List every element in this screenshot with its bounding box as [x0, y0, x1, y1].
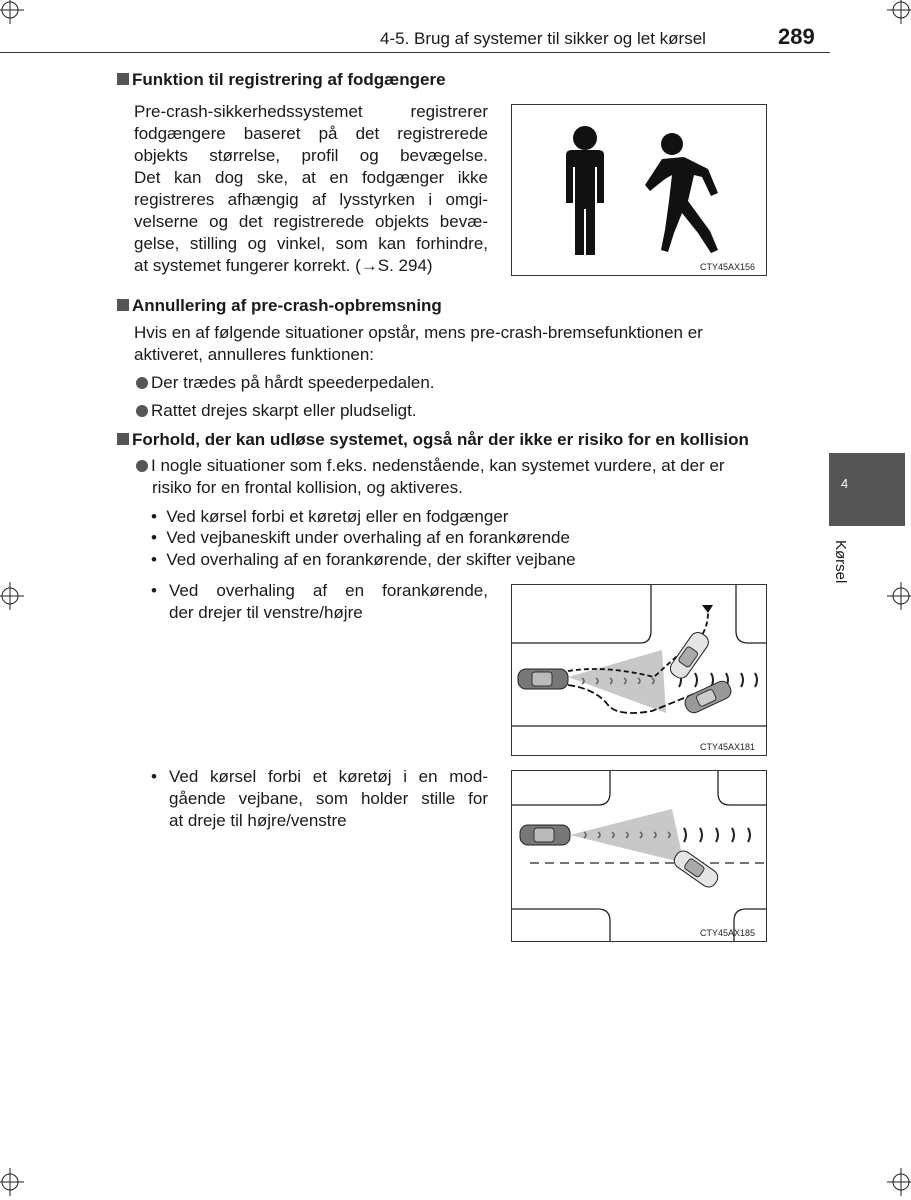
figure-overtaking-turning: [511, 584, 767, 756]
page-number: 289: [778, 24, 815, 49]
car-icon: [518, 669, 568, 689]
registration-mark-icon: [0, 1168, 24, 1196]
figure-code: CTY45AX181: [700, 742, 756, 752]
registration-mark-icon: [887, 1168, 911, 1196]
cancel-paragraph: Hvis en af følgende situationer opstår, mens pre-crash-bremsefunktionen er aktiveret, annulleres funktionen:: [134, 323, 703, 364]
sub-item-oncoming: Ved kørsel forbi et køretøj i en mod- gående vejbane, som holder stille for at dreje til højre/venstre: [169, 767, 488, 830]
figure-pedestrians: [511, 104, 767, 276]
figure-code: CTY45AX156: [700, 262, 756, 272]
round-bullet-icon: [136, 405, 148, 417]
round-bullet-icon: [136, 377, 148, 389]
figure-oncoming-turning: [511, 770, 767, 942]
heading-false-activation: Forhold, der kan udløse systemet, også når der ikke er risiko for en kollision: [117, 430, 749, 450]
chapter-number: 4: [841, 476, 849, 491]
chapter-label: Kørsel: [832, 540, 849, 584]
square-bullet-icon: [117, 433, 129, 445]
sub-item: • Ved vejbaneskift under overhaling af en forankørende: [151, 528, 570, 547]
sub-item: •: [151, 767, 157, 786]
car-icon: [520, 825, 570, 845]
round-bullet-icon: [136, 460, 148, 472]
registration-mark-icon: [0, 582, 24, 610]
pedestrian-paragraph: Pre-crash-sikkerhedssystemet registrerer fodgængere baseret på det registrerede objekts størrelse, profil og bevægelse. Det kan dog ske, at en fodgænger ikke registreres afhængig af lysstyrken i omgi- velserne og det registrerede objekts bevæ- gelse, stilling og vinkel, som kan forhindre, at systemet fungerer korrekt. (→S. 294): [134, 102, 488, 275]
car-icon: [671, 848, 721, 890]
registration-mark-icon: [887, 582, 911, 610]
list-item: Der trædes på hårdt speederpedalen.: [136, 372, 435, 394]
square-bullet-icon: [117, 299, 129, 311]
pedestrian-standing-icon: [566, 126, 604, 255]
sub-item: • Ved overhaling af en forankørende, der skifter vejbane: [151, 550, 576, 569]
registration-mark-icon: [887, 0, 911, 24]
registration-mark-icon: [0, 0, 24, 24]
sub-item: • Ved kørsel forbi et køretøj eller en fodgænger: [151, 507, 509, 526]
pedestrian-walking-icon: [645, 133, 718, 253]
figure-code: CTY45AX185: [700, 928, 756, 938]
header-divider: [0, 52, 830, 53]
car-icon: [682, 679, 733, 716]
square-bullet-icon: [117, 73, 129, 85]
heading-pedestrian-detection: Funktion til registrering af fodgængere: [117, 70, 446, 90]
sub-item-turn: Ved overhaling af en forankørende, der drejer til venstre/højre: [169, 581, 488, 622]
sub-item: •: [151, 581, 157, 600]
car-icon: [667, 629, 711, 681]
list-item: Rattet drejes skarpt eller pludseligt.: [136, 400, 417, 422]
list-item: I nogle situationer som f.eks. nedenstående, kan systemet vurdere, at der er risiko for en frontal kollision, og aktiveres.: [136, 455, 796, 499]
section-title: 4-5. Brug af systemer til sikker og let kørsel: [380, 29, 706, 48]
heading-cancel-braking: Annullering af pre-crash-opbremsning: [117, 296, 442, 316]
